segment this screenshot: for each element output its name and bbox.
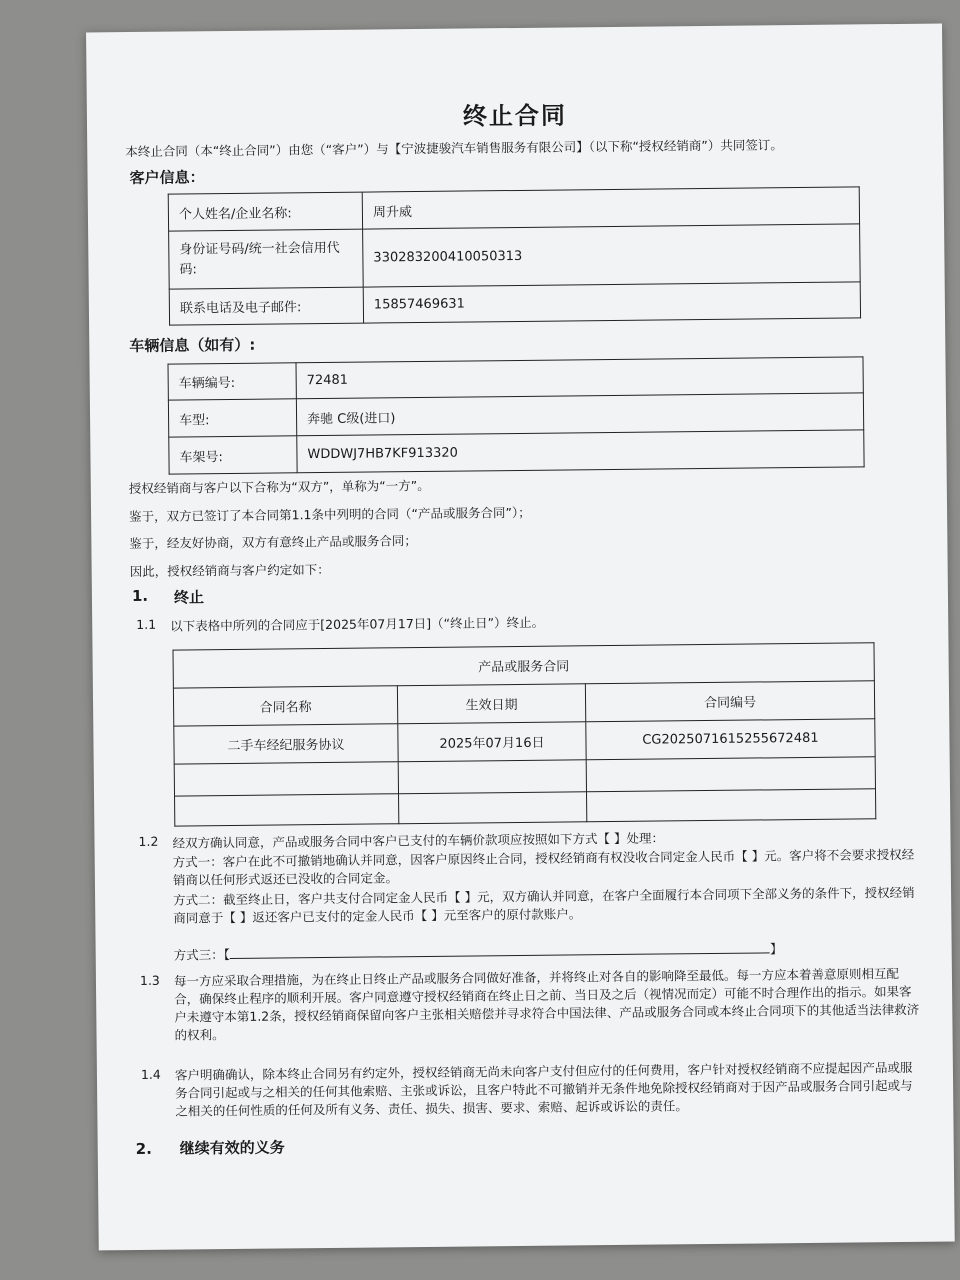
contract-number-cell [586,757,875,792]
contract-number-cell: CG2025071615255672481 [586,719,875,760]
whereas-paragraph-1: 鉴于，双方已签订了本合同第1.1条中列明的合同（“产品或服务合同”）； [129,504,531,525]
parties-paragraph: 授权经销商与客户以下合称为“双方”，单称为“一方”。 [128,477,430,497]
clause-1-1-text: 以下表格中所列的合同应于[2025年07月17日]（“终止日”）终止。 [170,614,545,634]
contract-name-cell: 二手车经纪服务协议 [174,724,398,764]
section-2-number: 2. [135,1139,152,1159]
section-2-title: 继续有效的义务 [179,1138,285,1158]
contract-number-cell [587,789,876,822]
vehicle-label: 车型: [168,399,296,437]
table-row [169,224,861,289]
customer-info-heading: 客户信息： [129,168,205,188]
table-row [169,430,864,474]
customer-value: 15857469631 [363,282,860,323]
vehicle-label: 车架号: [169,436,297,474]
table-row [175,789,876,826]
clause-1-4-text: 客户明确确认，除本终止合同另有约定外，授权经销商无尚未向客户支付但应付的任何费用，客户针对授权经销商不应提起因产品或服务合同引起或与之相关的任何其他索赔、主张或诉讼，且客户特此不可撤销并无条件地免除授权经销商对于因产品或服务合同引起或与之相关的任何性质的任何及所有义务、责任、损失、损害、要求、索赔、起诉或诉讼的责任。 [174,1059,913,1119]
section-1-title: 终止 [173,588,205,607]
vehicle-label: 车辆编号: [168,363,296,400]
clause-1-3-text: 每一方应采取合理措施，为在终止日终止产品或服务合同做好准备，并将终止对各自的影响降至最低。每一方应本着善意原则相互配合，确保终止程序的顺利开展。客户同意遵守授权经销商在终止日之前、当日及之后（视情况而定）可能不时合理作出的指示。如果客户未遵守本第1.2条，授权经销商保留向客户主张相关赔偿并寻求符合中国法律、产品或服务合同或本终止合同项下的其他适当法律救济的权利。 [173,966,920,1043]
section-1-number: 1. [131,586,149,606]
contract-table [172,642,876,826]
column-header: 合同名称 [173,686,397,726]
customer-value: 330283200410050313 [363,224,861,287]
option-3-bracket-end: 】 [769,941,783,957]
clause-1-2-option-1: 方式一：客户在此不可撤销地确认并同意，因客户原因终止合同，授权经销商有权没收合同定金人民币【 】元。客户将不会要求授权经销商以任何形式返还已没收的合同定金。 [172,846,915,888]
vehicle-value: 奔驰 C级(进口) [296,393,863,436]
effective-date-cell: 2025年07月16日 [398,722,586,762]
vehicle-value: WDDWJ7HB7KF913320 [297,430,864,473]
option-3-label: 方式三：【 [173,947,231,963]
clause-1-2-number: 1.2 [138,833,159,849]
clause-1-2-option-3 [174,939,783,963]
customer-label: 联系电话及电子邮件: [169,287,363,325]
clause-1-4-number: 1.4 [140,1066,161,1082]
contract-table-caption: 产品或服务合同 [173,643,874,688]
clause-1-1-number: 1.1 [136,616,157,632]
effective-date-cell [399,792,587,824]
customer-value: 周升威 [362,187,859,229]
clause-1-3-number: 1.3 [139,972,160,988]
option-3-blank-line [230,941,770,959]
vehicle-info-table [167,356,864,474]
whereas-paragraph-2: 鉴于，经友好协商，双方有意终止产品或服务合同； [129,533,417,552]
intro-text: 本终止合同（本“终止合同”）由您（“客户”）与【宁波捷骏汽车销售服务有限公司】（以下称“授权经销商”）共同签订。 [125,137,783,160]
customer-info-table [168,186,861,325]
contract-name-cell [175,794,399,826]
contract-name-cell [174,762,398,796]
column-header: 生效日期 [397,684,585,724]
therefore-paragraph: 因此，授权经销商与客户约定如下： [129,561,330,580]
customer-label: 身份证号码/统一社会信用代码: [169,229,364,289]
clause-1-2-option-2: 方式二：截至终止日，客户共支付合同定金人民币【 】元，双方确认并同意，在客户全面履行本合同项下全部义务的条件下，授权经销商同意于【 】返还客户已支付的定金人民币【 】元至客户的原付款账户。 [173,884,915,926]
document-page [86,24,955,1251]
clause-1-2-text: 经双方确认同意，产品或服务合同中客户已支付的车辆价款项应按照如下方式【 】处理： [172,830,665,851]
effective-date-cell [398,760,586,794]
document-title: 终止合同 [462,101,568,131]
vehicle-info-heading: 车辆信息（如有）: [129,335,256,356]
table-row [169,282,860,325]
vehicle-value: 72481 [296,357,863,399]
customer-label: 个人姓名/企业名称: [168,192,362,231]
column-header: 合同编号 [585,681,874,722]
